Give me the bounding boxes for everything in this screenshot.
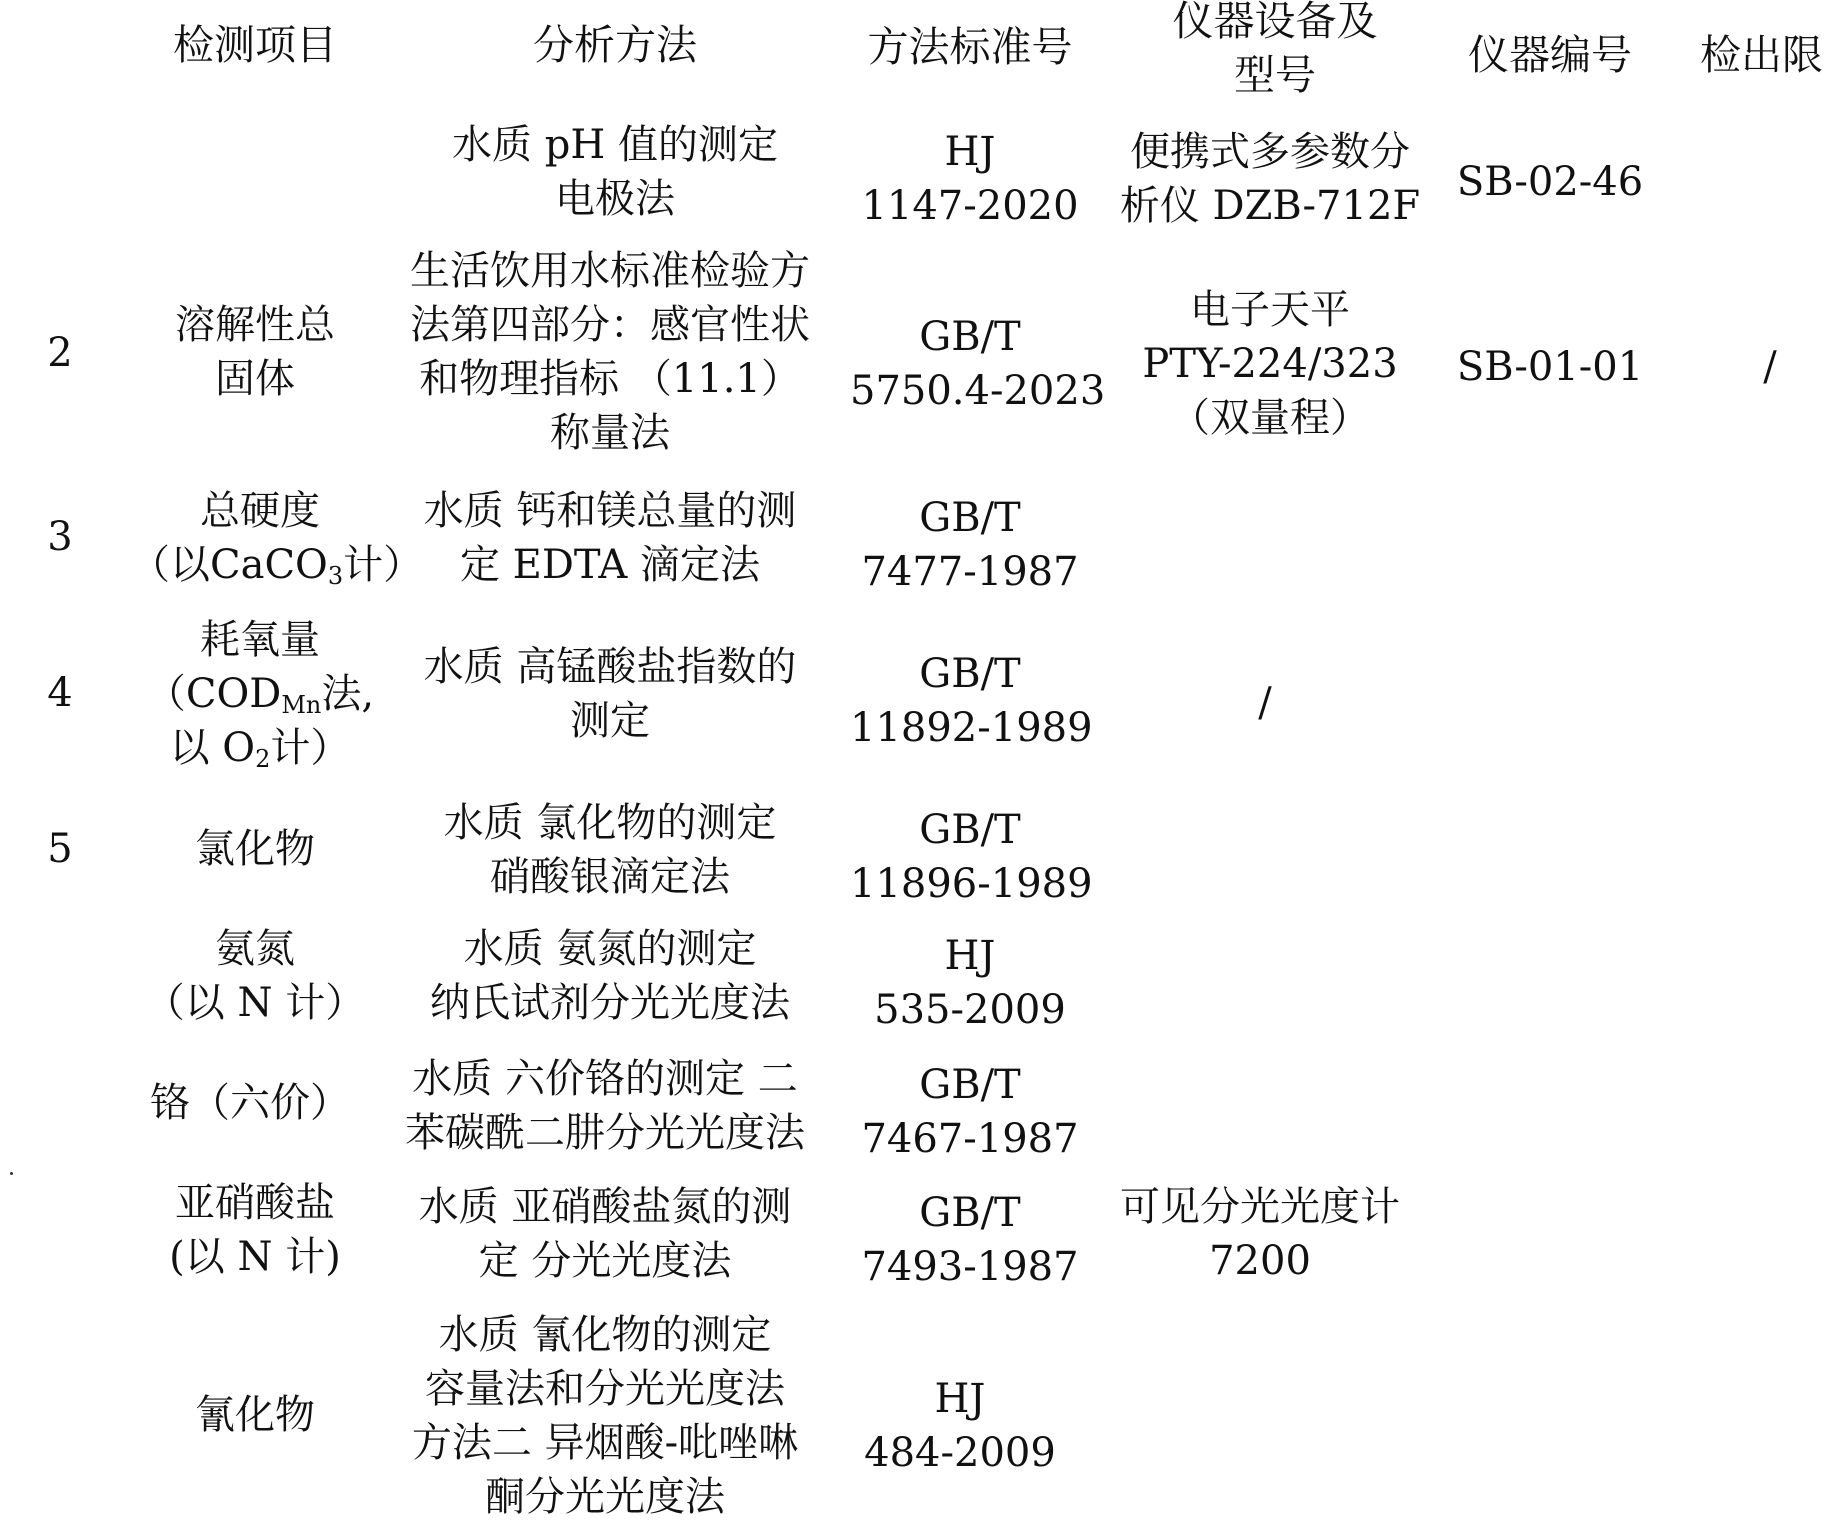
row3-standard-line: GB/T: [919, 495, 1021, 541]
row5-standard-line: 11896-1989: [850, 861, 1093, 907]
row2-method-line: 生活饮用水标准检验方: [410, 248, 810, 294]
row3-item-text: （以CaCO: [130, 542, 328, 588]
row4-no: 4: [47, 670, 73, 716]
row4-item-text: 法,: [321, 671, 375, 717]
row3-no: 3: [47, 514, 73, 560]
row6-method-line: 水质 氨氮的测定: [463, 926, 757, 972]
row2-standard-line: 5750.4-2023: [850, 368, 1106, 414]
row8-item: [140, 1176, 370, 1284]
row1-instrument-line: 析仪 DZB-712F: [1119, 183, 1421, 229]
row2-standard-line: GB/T: [919, 314, 1021, 360]
row5-standard-line: GB/T: [919, 807, 1021, 853]
row8-instrument-line: 可见分光光度计: [1120, 1184, 1400, 1230]
row2-item: [150, 298, 360, 406]
row1-method-line: 水质 pH 值的测定: [452, 122, 778, 168]
row8-method-line: 水质 亚硝酸盐氮的测: [418, 1184, 792, 1230]
row4-item-line: [130, 721, 390, 775]
row3-method: [390, 484, 830, 592]
row4-instrument: /: [1258, 680, 1272, 726]
row3-item-text: 计）: [343, 542, 424, 588]
row9-item: 氰化物: [195, 1392, 315, 1438]
row4-item-line: [130, 667, 390, 721]
row2-number: SB-01-01: [1456, 344, 1644, 390]
row3-item-line: [130, 538, 424, 592]
row7-standard-line: GB/T: [919, 1062, 1021, 1108]
row1-instrument-line: 便携式多参数分: [1130, 129, 1410, 175]
row1-standard-line: 1147-2020: [861, 183, 1079, 229]
header-standard: 方法标准号: [867, 23, 1073, 71]
header-instrument-line1: 仪器设备及: [1172, 0, 1378, 45]
row5-standard: [850, 803, 1093, 911]
header-instrument: [1125, 0, 1425, 102]
row3-standard-line: 7477-1987: [861, 549, 1079, 595]
header-instrument-line2: 型号: [1234, 51, 1316, 99]
row6-method: [390, 922, 830, 1030]
row6-standard-line: 535-2009: [874, 987, 1066, 1033]
row8-instrument: [1090, 1180, 1430, 1288]
row9-method-line: 容量法和分光光度法: [425, 1366, 785, 1412]
row4-item-text: 计）: [270, 725, 351, 771]
row4-standard-line: 11892-1989: [850, 705, 1093, 751]
row1-standard-line: HJ: [944, 129, 996, 175]
row4-item-sub: 2: [255, 745, 271, 773]
row4-item-line: 耗氧量: [200, 617, 320, 663]
row6-item-line: 氨氮: [215, 926, 295, 972]
row8-standard-line: GB/T: [919, 1190, 1021, 1236]
header-method: 分析方法: [533, 21, 697, 69]
header-number: 仪器编号: [1468, 31, 1632, 79]
row1-method: [410, 118, 820, 226]
row5-method-line: 硝酸银滴定法: [490, 854, 730, 900]
row6-item: [140, 922, 370, 1030]
row2-method-line: 法第四部分：感官性状: [410, 302, 810, 348]
row4-item: [130, 613, 390, 775]
row5-method-line: 水质 氯化物的测定: [443, 800, 777, 846]
row5-method: [390, 796, 830, 904]
row9-method-line: 水质 氰化物的测定: [438, 1312, 772, 1358]
row7-standard: [850, 1058, 1090, 1166]
row2-method-line: 称量法: [550, 410, 670, 456]
row2-item-line: 溶解性总: [175, 302, 335, 348]
row9-standard-line: 484-2009: [864, 1430, 1056, 1476]
row4-method-line: 水质 高锰酸盐指数的: [423, 644, 797, 690]
header-limit: 检出限: [1700, 31, 1823, 79]
row6-standard-line: HJ: [944, 933, 996, 979]
row3-item-line: 总硬度: [200, 488, 320, 534]
row7-method: [375, 1052, 835, 1160]
header-item: 检测项目: [173, 21, 337, 69]
row1-standard: [850, 125, 1090, 233]
row9-method-line: 方法二 异烟酸-吡唑啉: [411, 1420, 799, 1466]
row8-method: [385, 1180, 825, 1288]
row7-standard-line: 7467-1987: [861, 1116, 1079, 1162]
row9-standard-line: HJ: [934, 1376, 986, 1422]
row2-instrument-line: PTY-224/323: [1142, 341, 1398, 387]
row8-instrument-line: 7200: [1209, 1238, 1311, 1284]
row1-instrument: [1110, 125, 1430, 233]
row9-method: [375, 1308, 835, 1524]
row4-standard: [850, 647, 1093, 755]
row7-method-line: 水质 六价铬的测定 二: [412, 1056, 798, 1102]
row1-number: SB-02-46: [1456, 159, 1644, 205]
row3-item: [130, 484, 424, 592]
row7-method-line: 苯碳酰二肼分光光度法: [405, 1110, 805, 1156]
row8-standard-line: 7493-1987: [861, 1244, 1079, 1290]
row5-item: 氯化物: [195, 826, 315, 872]
row6-method-line: 纳氏试剂分光光度法: [430, 980, 790, 1026]
row9-method-line: 酮分光光度法: [485, 1474, 725, 1520]
row4-standard-line: GB/T: [919, 651, 1021, 697]
row6-standard: [850, 929, 1090, 1037]
row3-item-sub: 3: [327, 562, 344, 590]
row6-item-line: （以 N 计）: [144, 980, 366, 1026]
row2-method-line: 和物理指标 （11.1）: [419, 356, 801, 402]
row2-instrument: [1110, 283, 1430, 445]
row8-method-line: 定 分光光度法: [478, 1238, 732, 1284]
row8-item-line: 亚硝酸盐: [175, 1180, 335, 1226]
stray-dot: [10, 1172, 13, 1175]
row7-item: 铬（六价）: [150, 1080, 350, 1126]
row2-method: [385, 244, 835, 460]
row3-method-line: 水质 钙和镁总量的测: [423, 488, 797, 534]
row2-instrument-line: 电子天平: [1190, 287, 1350, 333]
row4-item-text: （COD: [145, 671, 282, 717]
row8-item-line: (以 N 计): [169, 1234, 341, 1280]
row4-method-line: 测定: [570, 698, 650, 744]
row2-item-line: 固体: [215, 356, 295, 402]
row2-no: 2: [47, 330, 73, 376]
row9-standard: [840, 1372, 1080, 1480]
row4-method: [390, 640, 830, 748]
row2-instrument-line: （双量程）: [1170, 395, 1370, 441]
row3-method-line: 定 EDTA 滴定法: [459, 542, 761, 588]
row2-limit: /: [1763, 344, 1777, 390]
row4-item-text: 以 O: [169, 725, 256, 771]
row2-standard: [850, 310, 1106, 418]
row4-item-sub: Mn: [281, 691, 322, 719]
row3-standard: [850, 491, 1090, 599]
row1-method-line: 电极法: [555, 176, 675, 222]
row8-standard: [850, 1186, 1090, 1294]
row5-no: 5: [47, 826, 73, 872]
